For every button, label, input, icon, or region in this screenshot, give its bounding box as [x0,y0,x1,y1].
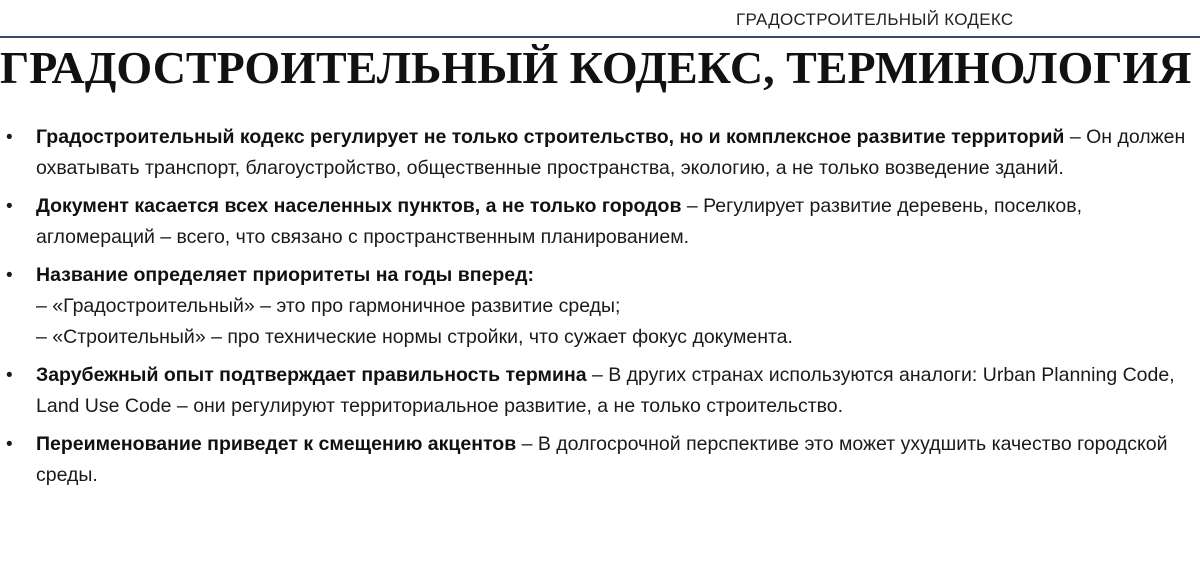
bullet-list [0,122,1200,498]
header-divider [0,36,1200,38]
bullet-item [0,429,1200,491]
bullet-text: – В долгосрочной перспективе это может ухудшить качество городской среды. [36,433,1168,486]
bullet-text: – Регулирует развитие деревень, поселков, агломераций – всего, что связано с пространственным планированием. [36,195,1083,248]
bullet-heading: Зарубежный опыт подтверждает правильность термина [36,364,587,386]
bullet-heading: Название определяет приоритеты на годы вперед: [36,264,534,286]
bullet-item [0,260,1200,353]
bullet-dot-icon: • [6,196,13,217]
header-label: ГРАДОСТРОИТЕЛЬНЫЙ КОДЕКС [736,10,1014,29]
page-title: ГРАДОСТРОИТЕЛЬНЫЙ КОДЕКС, ТЕРМИНОЛОГИЯ [0,42,1192,93]
bullet-text: – В других странах используются аналоги: Urban Planning Code, Land Use Code – они регулируют территориальное развитие, а не только строительство. [36,364,1175,417]
bullet-item [0,122,1200,184]
bullet-heading: Градостроительный кодекс регулирует не только строительство, но и комплексное развитие территорий [36,126,1065,148]
bullet-item [0,191,1200,253]
bullet-sub-line: – «Градостроительный» – это про гармоничное развитие среды; [36,295,621,317]
bullet-text: – Он должен охватывать транспорт, благоустройство, общественные пространства, экологию, а не только возведение зданий. [36,126,1186,179]
bullet-item [0,360,1200,422]
bullet-sub-line: – «Строительный» – про технические нормы стройки, что сужает фокус документа. [36,326,793,348]
bullet-dot-icon: • [6,127,13,148]
bullet-dot-icon: • [6,265,13,286]
bullet-dot-icon: • [6,434,13,455]
bullet-dot-icon: • [6,365,13,386]
bullet-heading: Переименование приведет к смещению акцентов [36,433,517,455]
bullet-heading: Документ касается всех населенных пунктов, а не только городов [36,195,682,217]
